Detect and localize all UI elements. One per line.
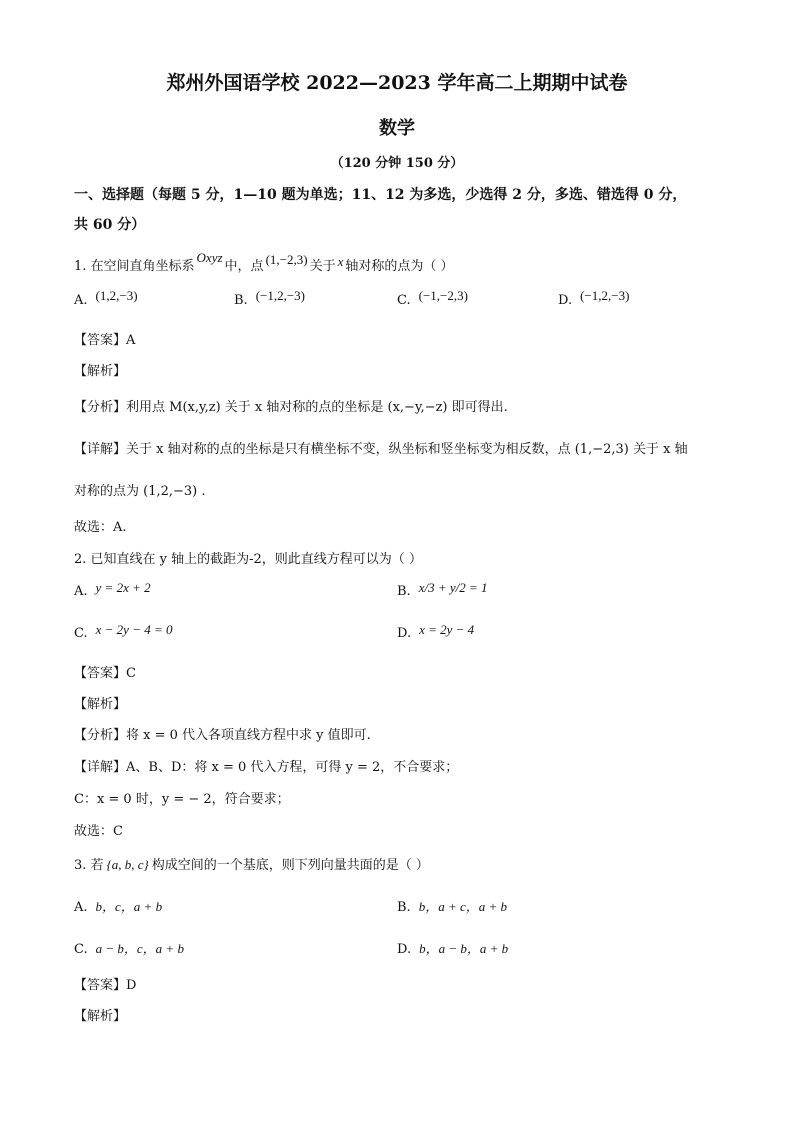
q3-option-a-label: A. xyxy=(74,900,88,915)
q1-conclusion: 故选：A. xyxy=(74,520,127,535)
q2-option-a-label: A. xyxy=(74,584,88,599)
q1-answer: 【答案】A xyxy=(74,333,136,348)
q1-stem-coord: Oxyz xyxy=(196,250,223,265)
duration-note: （120 分钟 150 分） xyxy=(330,156,464,171)
q1-option-d xyxy=(558,288,630,308)
q3-stem-set: {a, b, c} xyxy=(106,857,149,872)
q1-option-d-value: (−1,2,−3) xyxy=(580,288,630,303)
q2-option-b-label: B. xyxy=(397,584,411,599)
q3-option-d xyxy=(397,938,508,957)
q3-option-c xyxy=(74,938,184,957)
q3-option-b-label: B. xyxy=(397,900,411,915)
q1-option-b xyxy=(234,288,306,308)
section-heading-line2: 共 60 分） xyxy=(74,217,146,233)
q2-option-a xyxy=(74,580,151,599)
q3-jiexi: 【解析】 xyxy=(74,1009,127,1024)
q1-stem-b: 中，点 xyxy=(224,259,264,274)
subject-title: 数学 xyxy=(379,118,415,139)
q1-xiangjie-line2: 对称的点为 (1,2,−3) . xyxy=(74,484,206,499)
q2-option-b xyxy=(397,580,488,599)
q1-option-c-label: C. xyxy=(397,293,411,308)
q2-fenxi: 【分析】将 x = 0 代入各项直线方程中求 y 值即可. xyxy=(74,728,371,743)
q1-option-d-label: D. xyxy=(558,293,573,308)
q3-option-d-label: D. xyxy=(397,942,412,957)
q2-option-c xyxy=(74,622,173,641)
q2-xiangjie: 【详解】A、B、D：将 x = 0 代入方程，可得 y = 2，不合要求； xyxy=(74,760,459,775)
q2-jiexi: 【解析】 xyxy=(74,697,127,712)
q3-option-b xyxy=(397,896,507,915)
q3-answer: 【答案】D xyxy=(74,978,137,993)
q3-option-b-value: b，a + c，a + b xyxy=(418,899,508,914)
q2-answer: 【答案】C xyxy=(74,666,136,681)
q3-option-a xyxy=(74,896,162,915)
q2-option-d-label: D. xyxy=(397,626,412,641)
q1-stem-d: 轴对称的点为（ ） xyxy=(345,259,454,274)
q2-c-line: C：x = 0 时，y = − 2，符合要求； xyxy=(74,792,290,807)
q2-option-d-value: x = 2y − 4 xyxy=(419,622,475,637)
q2-option-a-value: y = 2x + 2 xyxy=(95,580,151,595)
q3-stem xyxy=(74,854,429,873)
q1-option-c-value: (−1,−2,3) xyxy=(418,288,468,303)
section-heading-line1: 一、选择题（每题 5 分，1—10 题为单选；11、12 为多选，少选得 2 分，多选、错选得 0 分， xyxy=(74,187,687,203)
q3-option-c-label: C. xyxy=(74,942,88,957)
q3-stem-b: 构成空间的一个基底，则下列向量共面的是（ ） xyxy=(151,858,429,873)
q1-stem-c: 关于 xyxy=(309,259,336,274)
q3-option-a-value: b，c，a + b xyxy=(95,899,163,914)
q2-option-c-label: C. xyxy=(74,626,88,641)
q2-stem: 2. 已知直线在 y 轴上的截距为-2，则此直线方程可以为（ ） xyxy=(74,552,422,567)
q1-option-a-value: (1,2,−3) xyxy=(95,288,138,303)
q1-option-b-label: B. xyxy=(234,293,248,308)
q1-stem-point: (1,−2,3) xyxy=(265,252,308,267)
exam-title: 郑州外国语学校 2022—2023 学年高二上期期中试卷 xyxy=(166,72,628,94)
q1-stem-a: 1. 在空间直角坐标系 xyxy=(74,259,195,274)
q1-jiexi: 【解析】 xyxy=(74,364,127,379)
q1-option-a xyxy=(74,288,138,308)
q1-option-c xyxy=(397,288,468,308)
q1-option-a-label: A. xyxy=(74,293,88,308)
q1-stem-x: x xyxy=(337,254,344,269)
q2-conclusion: 故选：C xyxy=(74,824,123,839)
q1-fenxi: 【分析】利用点 M(x,y,z) 关于 x 轴对称的点的坐标是 (x,−y,−z) 即可得出. xyxy=(74,400,508,415)
q1-xiangjie-line1: 【详解】关于 x 轴对称的点的坐标是只有横坐标不变，纵坐标和竖坐标变为相反数，点 (1,−2,3) 关于 x 轴 xyxy=(74,442,688,457)
q3-stem-a: 3. 若 xyxy=(74,858,104,873)
q1-option-b-value: (−1,2,−3) xyxy=(255,288,306,303)
q2-option-b-value: x/3 + y/2 = 1 xyxy=(418,580,488,595)
q1-stem xyxy=(74,250,454,274)
q3-option-c-value: a − b，c，a + b xyxy=(95,941,184,956)
q2-option-d xyxy=(397,622,475,641)
q3-option-d-value: b，a − b，a + b xyxy=(419,941,509,956)
q2-option-c-value: x − 2y − 4 = 0 xyxy=(95,622,173,637)
